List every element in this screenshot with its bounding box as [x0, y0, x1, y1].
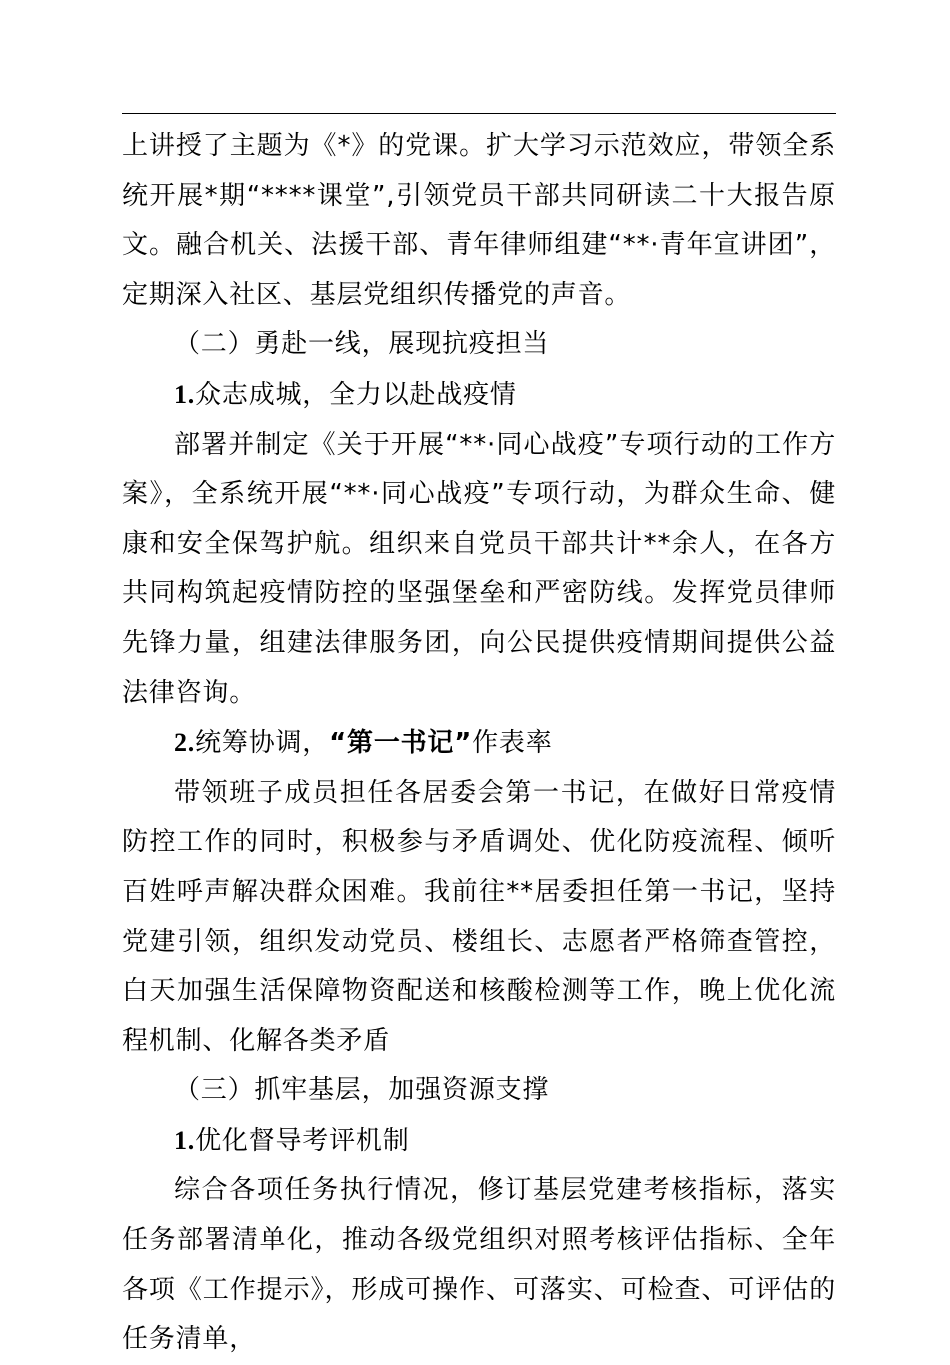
- subheading-number: 1.: [174, 1125, 196, 1155]
- subheading-number: 1.: [174, 379, 196, 409]
- subheading-text: 统筹协调，: [195, 728, 330, 759]
- subheading-number: 2.: [174, 728, 196, 758]
- subheading-text-end: 作表率: [472, 728, 553, 759]
- subheading-fight-epidemic: [122, 370, 836, 421]
- subheading-text: 众志成城，全力以赴战疫情: [195, 379, 517, 410]
- paragraph-epidemic-action: 部署并制定《关于开展“**·同心战疫”专项行动的工作方案》，全系统开展“**·同心战疫”专项行动，为群众生命、健康和安全保驾护航。组织来自党员干部共计**余人，在各方共同构筑起疫情防控的坚强堡垒和严密防线。发挥党员律师先锋力量，组建法律服务团，向公民提供疫情期间提供公益法律咨询。: [122, 429, 836, 708]
- subheading-text: 优化督导考评机制: [195, 1125, 410, 1156]
- paragraph-party-lecture: 上讲授了主题为《*》的党课。扩大学习示范效应，带领全系统开展*期“****课堂”,引领党员干部共同研读二十大报告原文。融合机关、法援干部、青年律师组建“**·青年宣讲团”，定期深入社区、基层党组织传播党的声音。: [122, 131, 836, 310]
- paragraph-task-list: 综合各项任务执行情况，修订基层党建考核指标，落实任务部署清单化，推动各级党组织对照考核评估指标、全年各项《工作提示》，形成可操作、可落实、可检查、可评估的任务清单，: [122, 1175, 836, 1355]
- section-heading-grassroots: （三）抓牢基层，加强资源支撑: [174, 1075, 550, 1106]
- subheading-quote: “第一书记”: [329, 728, 473, 759]
- section-heading-frontline: （二）勇赴一线，展现抗疫担当: [174, 329, 550, 360]
- subheading-first-secretary: [122, 718, 836, 769]
- subheading-supervision: [122, 1116, 836, 1167]
- header-rule: [122, 113, 836, 114]
- document-body: [122, 122, 836, 1365]
- paragraph-first-secretary: 带领班子成员担任各居委会第一书记，在做好日常疫情防控工作的同时，积极参与矛盾调处、优化防疫流程、倾听百姓呼声解决群众困难。我前往**居委担任第一书记，坚持党建引领，组织发动党员、楼组长、志愿者严格筛查管控，白天加强生活保障物资配送和核酸检测等工作，晚上优化流程机制、化解各类矛盾: [122, 777, 836, 1056]
